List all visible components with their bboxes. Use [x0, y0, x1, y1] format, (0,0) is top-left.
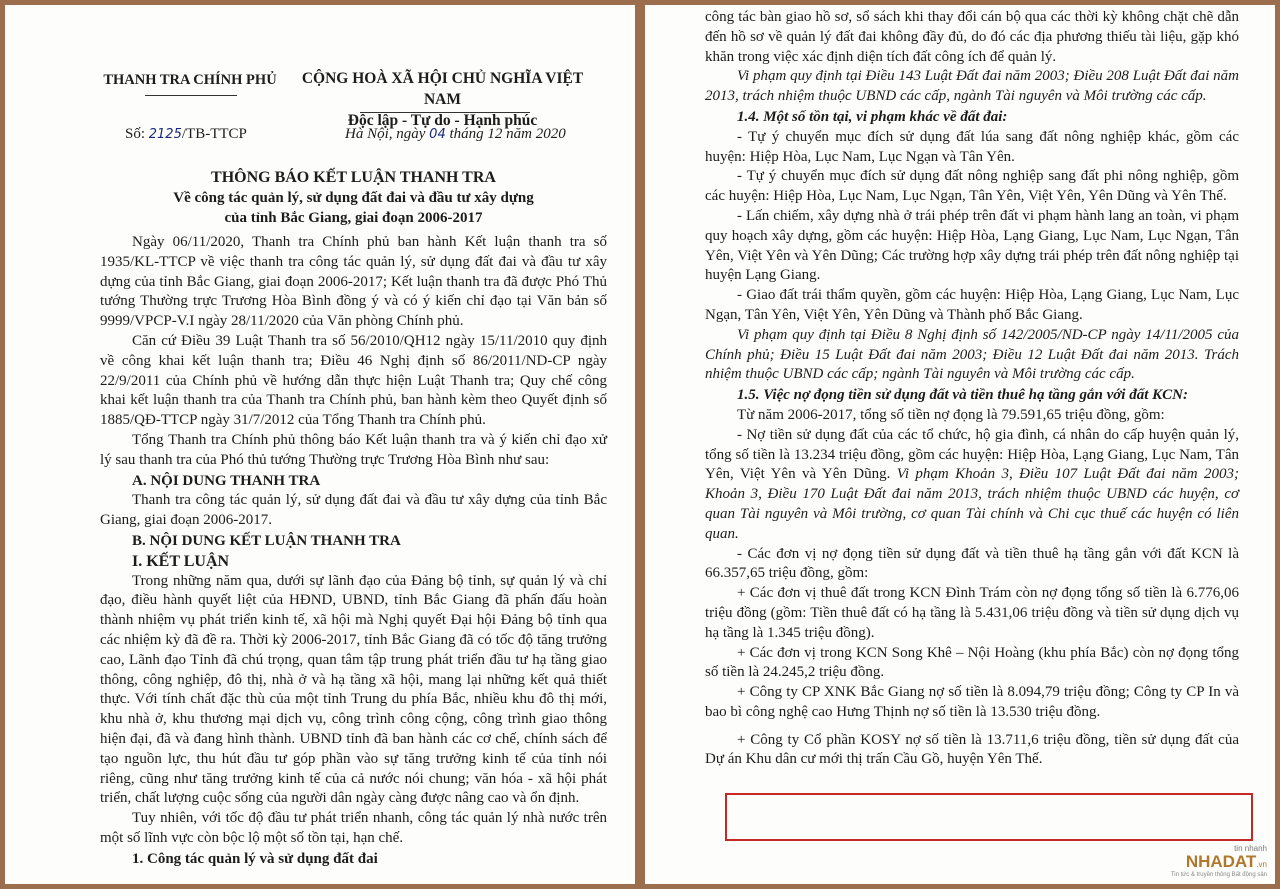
nation-name: CỘNG HOÀ XÃ HỘI CHỦ NGHĨA VIỆT NAM [301, 70, 584, 108]
violation-note-2: Vi phạm quy định tại Điều 8 Nghị định số 142/2005/ND-CP ngày 14/11/2005 của Chính phủ; Điều 15 Luật Đất đai năm 2003; Điều 12 Luật Đất đai năm 2013. Trách nhiệm thuộc UBND các cấp; ngành Tài nguyên và Môi trường các cấp. [705, 326, 1239, 383]
list-item-encroachment: - Lấn chiếm, xây dựng nhà ở trái phép trên đất vi phạm hành lang an toàn, vi phạm quy hoạch xây dựng, gồm các huyện: Hiệp Hòa, Lạng Giang, Lục Nam, Lục Ngạn, Tân Yên, Việt Yên và Yên Dũng; Các trường hợp xây dựng trái phép trên đất nông nghiệp tại huyện Lạng Giang. [705, 207, 1239, 284]
document-date: Hà Nội, ngày 04 tháng 12 năm 2020 [345, 126, 566, 142]
paragraph-total-debt: Từ năm 2006-2017, tổng số tiền nợ đọng là 79.591,65 triệu đồng, gồm: [737, 406, 1165, 423]
document-number: Số: 2125/TB-TTCP [125, 126, 247, 142]
highlight-box [725, 793, 1253, 841]
list-item-district-debt: - Nợ tiền sử dụng đất của các tổ chức, hộ gia đình, cá nhân do cấp huyện quản lý, tổng số tiền là 13.234 triệu đồng, gồm các huyện: Hiệp Hòa, Lạng Giang, Lục Nam, Tân Yên, Việt Yên và Yên Dũng. Vi phạm Khoản 3, Điều 107 Luật Đất đai năm 2003; Khoản 3, Điều 170 Luật Đất đai năm 2013, trách nhiệm thuộc UBND các huyện, cơ quan Tài nguyên và Môi trường, cơ quan Tài chính và Chi cục thuế các huyện có liên quan. [705, 426, 1239, 542]
list-item-kcn-debt: - Các đơn vị nợ đọng tiền sử dụng đất và tiền thuê hạ tầng gắn với đất KCN là 66.357,65 triệu đồng, gồm: [705, 545, 1239, 582]
paragraph-continued: công tác bàn giao hồ sơ, sổ sách khi thay đổi cán bộ qua các thời kỳ không chặt chẽ dẫn đến hồ sơ về quản lý đất đai không đầy đủ, do đó các địa phương thiếu tài liệu, gặp khó khăn trong việc xác định diện tích đất công ích để quản lý. [705, 9, 1239, 65]
list-item-land-use-1: - Tự ý chuyển mục đích sử dụng đất lúa sang đất nông nghiệp khác, gồm các huyện: Hiệp Hòa, Lục Nam, Lục Ngạn và Tân Yên. [705, 128, 1239, 165]
document-subtitle-1: Về công tác quản lý, sử dụng đất đai và đầu tư xây dựng [173, 190, 534, 206]
list-item-xnk-bac-giang: + Công ty CP XNK Bắc Giang nợ số tiền là 8.094,79 triệu đồng; Công ty CP In và bao bì công nghệ cao Hưng Thịnh nợ số tiền là 13.530 triệu đồng. [705, 684, 1239, 720]
national-title [300, 68, 585, 131]
document-page-right [640, 0, 1280, 889]
violation-note-1: Vi phạm quy định tại Điều 143 Luật Đất đai năm 2003; Điều 208 Luật Đất đai năm 2013, trách nhiệm thuộc UBND các cấp, ngành Tài nguyên và Môi trường các cấp. [705, 68, 1239, 105]
document-subtitle-2: của tỉnh Bắc Giang, giai đoạn 2006-2017 [224, 210, 483, 226]
section-1-5-heading: 1.5. Việc nợ đọng tiền sử dụng đất và tiền thuê hạ tầng gắn với đất KCN: [737, 387, 1188, 404]
document-title: THÔNG BÁO KẾT LUẬN THANH TRA Về công tác quản lý, sử dụng đất đai và đầu tư xây dựng của tỉnh Bắc Giang, giai đoạn 2006-2017 [100, 168, 607, 228]
list-item-land-allocation: - Giao đất trái thẩm quyền, gồm các huyện: Hiệp Hòa, Lạng Giang, Lục Nam, Lục Ngạn, Tân Yên, Việt Yên, Yên Dũng và Thành phố Bắc Giang. [705, 287, 1239, 323]
nhadat-watermark-logo: tin nhanh NHADAT.vn Tin tức & truyền thông Bất động sản [1170, 844, 1267, 878]
section-i-heading: I. KẾT LUẬN [132, 552, 230, 570]
section-a-heading: A. NỘI DUNG THANH TRA [132, 472, 321, 489]
document-header [100, 63, 607, 233]
issuing-agency: THANH TRA CHÍNH PHỦ [103, 72, 277, 88]
section-1-4-heading: 1.4. Một số tồn tại, vi phạm khác về đất đai: [737, 108, 1008, 125]
section-1-heading: 1. Công tác quản lý và sử dụng đất đai [132, 850, 378, 867]
list-item-dinh-tram: + Các đơn vị thuê đất trong KCN Đình Trám còn nợ đọng tổng số tiền là 6.776,06 triệu đồng (gồm: Tiền thuê đất có hạ tầng là 5.431,06 triệu đồng và tiền sử dụng dịch vụ hạ tầng là 1.345 triệu đồng). [705, 585, 1239, 641]
paragraph-section-a: Thanh tra công tác quản lý, sử dụng đất đai và đầu tư xây dựng của tỉnh Bắc Giang, giai đoạn 2006-2017. [100, 492, 607, 529]
list-item-land-use-2: - Tự ý chuyển mục đích sử dụng đất nông nghiệp sang đất phi nông nghiệp, gồm các huyện: Hiệp Hòa, Lục Nam, Lục Ngạn, Tân Yên, Việt Yên, Yên Dũng và Yên Thế. [705, 168, 1239, 205]
paragraph-intro: Ngày 06/11/2020, Thanh tra Chính phủ ban hành Kết luận thanh tra số 1935/KL-TTCP về việc thanh tra công tác quản lý, sử dụng đất đai và đầu tư xây dựng của tỉnh Bắc Giang, giai đoạn 2006-2017; Kết luận thanh tra đã được Phó Thủ tướng Thường trực Trương Hòa Bình đồng ý và có ý kiến chỉ đạo tại Văn bản số 9999/VPCP-V.I ngày 28/11/2020 của Văn phòng Chính phủ. [100, 234, 607, 330]
list-item-song-khe: + Các đơn vị trong KCN Song Khê – Nội Hoàng (khu phía Bắc) còn nợ đọng tổng số tiền là 24.245,2 triệu đồng. [705, 644, 1239, 681]
paragraph-limitations: Tuy nhiên, với tốc độ đầu tư phát triển nhanh, công tác quản lý nhà nước trên một số lĩnh vực còn bộc lộ một số tồn tại, hạn chế. [100, 810, 607, 846]
motto-underline [360, 112, 530, 113]
motto: Độc lập - Tự do - Hạnh phúc [347, 112, 538, 129]
agency-underline [145, 95, 237, 96]
paragraph-conclusion: Trong những năm qua, dưới sự lãnh đạo của Đảng bộ tỉnh, sự quản lý và chỉ đạo, điều hành quyết liệt của HĐND, UBND, tỉnh Bắc Giang đã phấn đấu hoàn thành nhiệm vụ phát triển kinh tế, xã hội mà Nghị quyết Đại hội Đảng bộ tỉnh qua các nhiệm kỳ đã đề ra. Thời kỳ 2006-2017, tỉnh Bắc Giang đã có tốc độ tăng trưởng cao, Lãnh đạo Tỉnh đã chú trọng, quan tâm tập trung phát triển đầu tư hạ tầng giao thông, công nghiệp, đô thị, nhà ở và hạ tầng xã hội, mang lại những kết quả thiết thực. Với tính chất đặc thù của một tỉnh Trung du phía Bắc, nhiều khu đô thị mới, khu nhà ở, khu thương mại dịch vụ, công trình công cộng, công trình giao thông hiện đại, đã và đang hình thành. UBND tỉnh đã ban hành các cơ chế, chính sách để tạo nguồn lực, thu hút đầu tư góp phần vào sự tăng trưởng kinh tế của tỉnh nói riêng, cũng như tăng trưởng kinh tế của cả nước nói chung; văn hóa - xã hội phát triển, chất lượng cuộc sống của người dân ngày càng được nâng cao và ổn định. [100, 572, 607, 807]
paragraph-announcement: Tổng Thanh tra Chính phủ thông báo Kết luận thanh tra và ý kiến chỉ đạo xử lý sau thanh tra của Phó thủ tướng Thường trực Trương Hòa Bình như sau: [100, 431, 607, 468]
section-b-heading: B. NỘI DUNG KẾT LUẬN THANH TRA [132, 532, 401, 549]
paragraph-legal-basis: Căn cứ Điều 39 Luật Thanh tra số 56/2010/QH12 ngày 15/11/2010 quy định về công khai kết luận thanh tra; Điều 46 Nghị định số 86/2011/ND-CP ngày 22/9/2011 của Chính phủ về hướng dẫn thực hiện Luật Thanh tra; Quy chế công khai kết luận thanh tra của Thanh tra Chính phủ, ban hành kèm theo Quyết định số 1885/QĐ-TTCP ngày 31/7/2012 của Tổng Thanh tra Chính phủ. [100, 332, 607, 429]
list-item-kosy: + Công ty Cổ phần KOSY nợ số tiền là 13.711,6 triệu đồng, tiền sử dụng đất của Dự án Khu dân cư mới thị trấn Cầu Gồ, huyện Yên Thế. [705, 731, 1239, 768]
